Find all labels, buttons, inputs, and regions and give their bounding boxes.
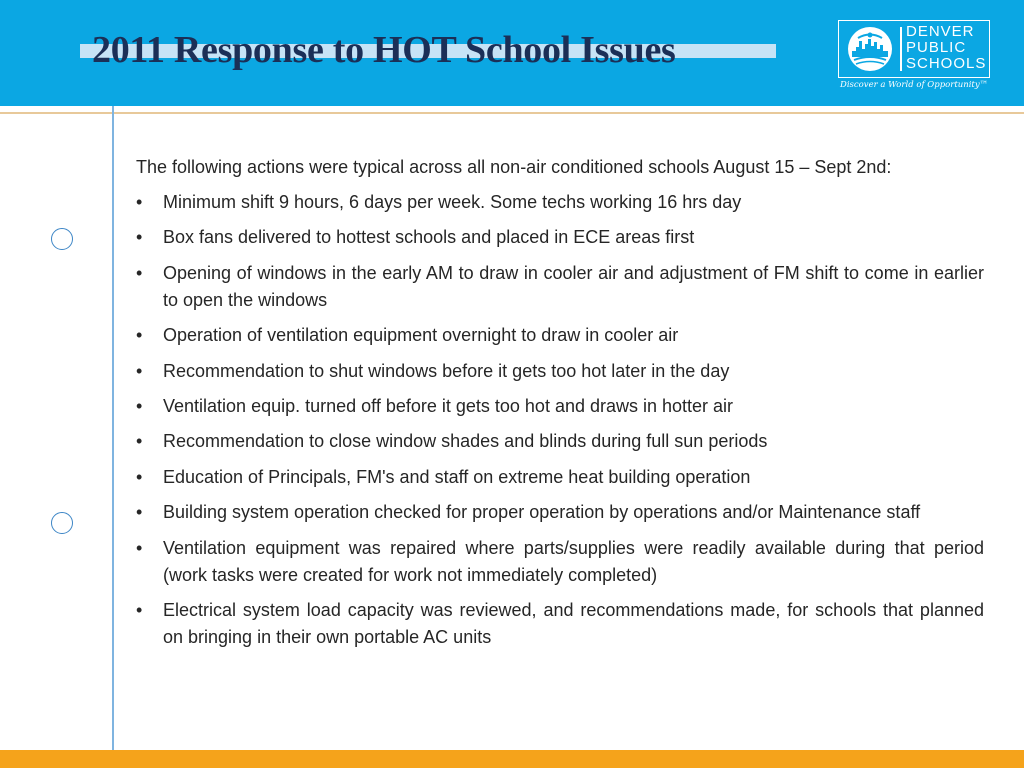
bullet-icon: •	[136, 360, 143, 381]
list-item-text: Operation of ventilation equipment overnight to draw in cooler air	[163, 325, 679, 346]
header-divider	[0, 112, 1024, 114]
binder-ring-top-icon	[51, 228, 73, 250]
list-item	[136, 597, 984, 651]
binder-ring-bottom-icon	[51, 512, 73, 534]
bullet-icon: •	[136, 502, 143, 523]
list-item	[136, 189, 984, 216]
header-bar	[0, 0, 1024, 106]
list-item-text: Ventilation equip. turned off before it gets too hot and draws in hotter air	[163, 395, 734, 416]
list-item-text: Minimum shift 9 hours, 6 days per week. Some techs working 16 hrs day	[163, 192, 742, 212]
bullet-icon: •	[136, 325, 143, 346]
logo-wordmark	[906, 24, 986, 72]
list-item-text: Opening of windows in the early AM to draw in cooler air and adjustment of FM shift to come in earlier to open the windows	[163, 262, 984, 310]
margin-rule	[112, 106, 114, 750]
list-item	[136, 260, 984, 314]
skyline-emblem-icon	[848, 27, 892, 71]
list-item-text: Box fans delivered to hottest schools and placed in ECE areas first	[163, 227, 695, 248]
list-item	[136, 535, 984, 589]
bullet-icon: •	[136, 599, 143, 620]
action-list	[136, 189, 984, 651]
bullet-icon: •	[136, 431, 143, 452]
list-item-text: Recommendation to close window shades and blinds during full sun periods	[163, 431, 768, 452]
logo-divider	[900, 27, 902, 71]
logo-line-2: PUBLIC	[906, 39, 967, 56]
list-item	[136, 358, 984, 385]
list-item	[136, 428, 984, 455]
list-item	[136, 224, 984, 251]
slide-body	[136, 154, 984, 659]
logo-line-1: DENVER	[906, 23, 975, 40]
intro-text: The following actions were typical across all non-air conditioned schools August 15 – Sept 2nd:	[136, 157, 892, 177]
dps-logo	[838, 20, 990, 78]
list-item-text: Electrical system load capacity was reviewed, and recommendations made, for schools that planned on bringing in their own portable AC units	[163, 599, 984, 647]
bullet-icon: •	[136, 466, 143, 487]
bullet-icon: •	[136, 395, 143, 416]
bullet-icon: •	[136, 537, 143, 558]
logo-tagline: Discover a World of Opportunity™	[840, 80, 989, 90]
bullet-icon: •	[136, 192, 143, 212]
logo-line-3: SCHOOLS	[906, 55, 987, 72]
bullet-icon: •	[136, 227, 143, 248]
footer-bar	[0, 750, 1024, 768]
list-item	[136, 322, 984, 349]
list-item-text: Ventilation equipment was repaired where parts/supplies were readily available during that period (work tasks were created for work not immediately completed)	[163, 537, 984, 585]
slide-title: 2011 Response to HOT School Issues	[92, 29, 676, 71]
bullet-icon: •	[136, 262, 143, 283]
list-item	[136, 393, 984, 420]
list-item	[136, 464, 984, 491]
list-item-text: Recommendation to shut windows before it gets too hot later in the day	[163, 360, 730, 381]
list-item	[136, 499, 984, 526]
list-item-text: Education of Principals, FM's and staff on extreme heat building operation	[163, 466, 751, 487]
list-item-text: Building system operation checked for proper operation by operations and/or Maintenance staff	[163, 502, 921, 523]
